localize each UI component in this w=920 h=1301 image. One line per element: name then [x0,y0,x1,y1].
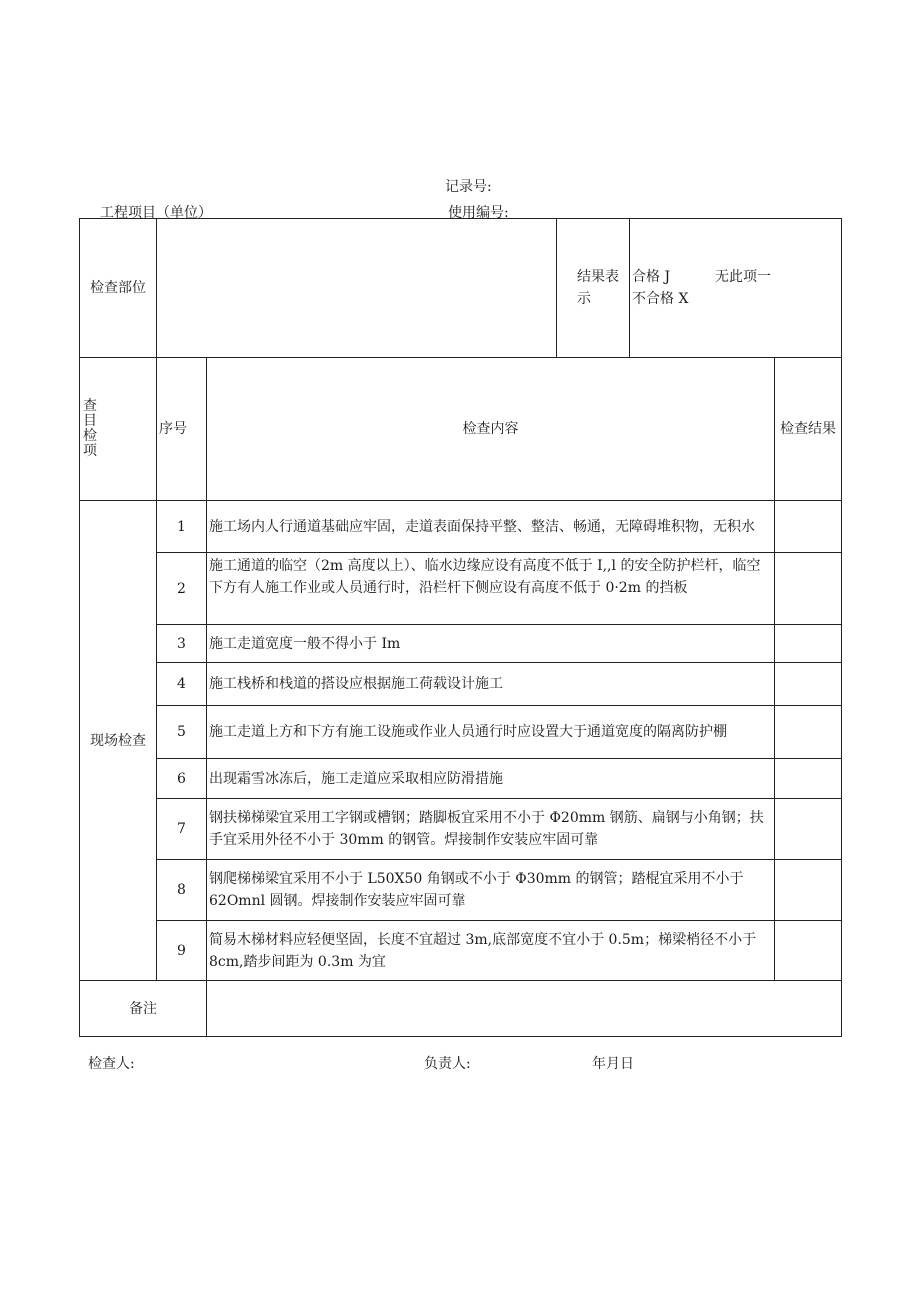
row-content: 钢扶梯梯梁宜采用工字钢或槽钢；踏脚板宜采用不小于 Φ20mm 钢筋、扁钢与小角钢；扶手宜采用外径不小于 30mm 的钢管。焊接制作安装应牢固可靠 [207,799,775,860]
legend-fail: 不合格 X [632,291,689,307]
project-unit-label: 工程项目（单位） [100,205,212,221]
row-number: 6 [157,759,207,799]
remarks-row [80,981,842,1037]
row-number: 5 [157,706,207,759]
row-result[interactable] [775,860,842,921]
result-header: 检查结果 [775,358,842,501]
item-label-cell [80,358,157,501]
row-result[interactable] [775,759,842,799]
row-content: 出现霜雪冰冻后，施工走道应采取相应防滑措施 [207,759,775,799]
row-number: 1 [157,501,207,553]
row-content: 施工通道的临空（2m 高度以上）、临水边缘应设有高度不低于 I,,l 的安全防护栏杆，临空下方有人施工作业或人员通行时，沿栏杆下侧应设有高度不低于 0·2m 的挡板 [207,553,775,625]
row-result[interactable] [775,501,842,553]
result-legend-cell [630,219,842,358]
table-row [80,921,842,981]
row-result[interactable] [775,553,842,625]
row-result[interactable] [775,921,842,981]
group-label: 现场检查 [80,501,157,981]
row-number: 2 [157,553,207,625]
result-legend-title-cell [557,219,630,358]
row-number: 3 [157,625,207,663]
table-row [80,860,842,921]
remarks-label: 备注 [80,981,207,1037]
row-content: 施工栈桥和栈道的搭设应根据施工荷载设计施工 [207,663,775,706]
content-header: 检查内容 [207,358,775,501]
row-result[interactable] [775,706,842,759]
legend-na: 无此项一 [714,269,771,285]
row-content: 简易木梯材料应轻便坚固，长度不宜超过 3m,底部宽度不宜小于 0.5m；梯梁梢径不小于 8cm,踏步间距为 0.3m 为宜 [207,921,775,981]
row-number: 9 [157,921,207,981]
row-result[interactable] [775,625,842,663]
row-content: 施工场内人行通道基础应牢固，走道表面保持平整、整洁、畅通，无障碍堆积物，无积水 [207,501,775,553]
table-row [80,501,842,553]
remarks-field[interactable] [207,981,842,1037]
row-result[interactable] [775,663,842,706]
record-number-label: 记录号: [445,179,492,195]
legend-line-1 [632,266,839,288]
table-row [80,799,842,860]
row-number: 8 [157,860,207,921]
owner-label: 负责人: [424,1056,471,1072]
seq-header: 序号 [157,358,207,501]
date-label: 年月日 [592,1056,634,1072]
result-legend-title: 结果表示 [577,269,619,307]
row-content: 钢爬梯梯梁宜采用不小于 L50X50 角钢或不小于 Φ30mm 的钢管；踏棍宜采用不小于62Omnl 圆钢。焊接制作安装应牢固可靠 [207,860,775,921]
inspect-area-label: 检查部位 [80,219,157,358]
table-header-row [80,358,842,501]
inspection-form-table [79,218,842,1037]
row-number: 4 [157,663,207,706]
table-row [80,706,842,759]
table-row [80,759,842,799]
item-label: 查目检项 [83,398,97,459]
row-number: 7 [157,799,207,860]
legend-pass: 合格 J [632,269,671,285]
use-number-label: 使用编号: [448,205,509,221]
checker-label: 检查人: [88,1056,135,1072]
row-content: 施工走道宽度一般不得小于 Im [207,625,775,663]
table-row [80,663,842,706]
inspect-area-field[interactable] [157,219,557,358]
table-row [80,553,842,625]
inspect-area-row [80,219,842,358]
row-content: 施工走道上方和下方有施工设施或作业人员通行时应设置大于通道宽度的隔离防护棚 [207,706,775,759]
row-result[interactable] [775,799,842,860]
table-row [80,625,842,663]
